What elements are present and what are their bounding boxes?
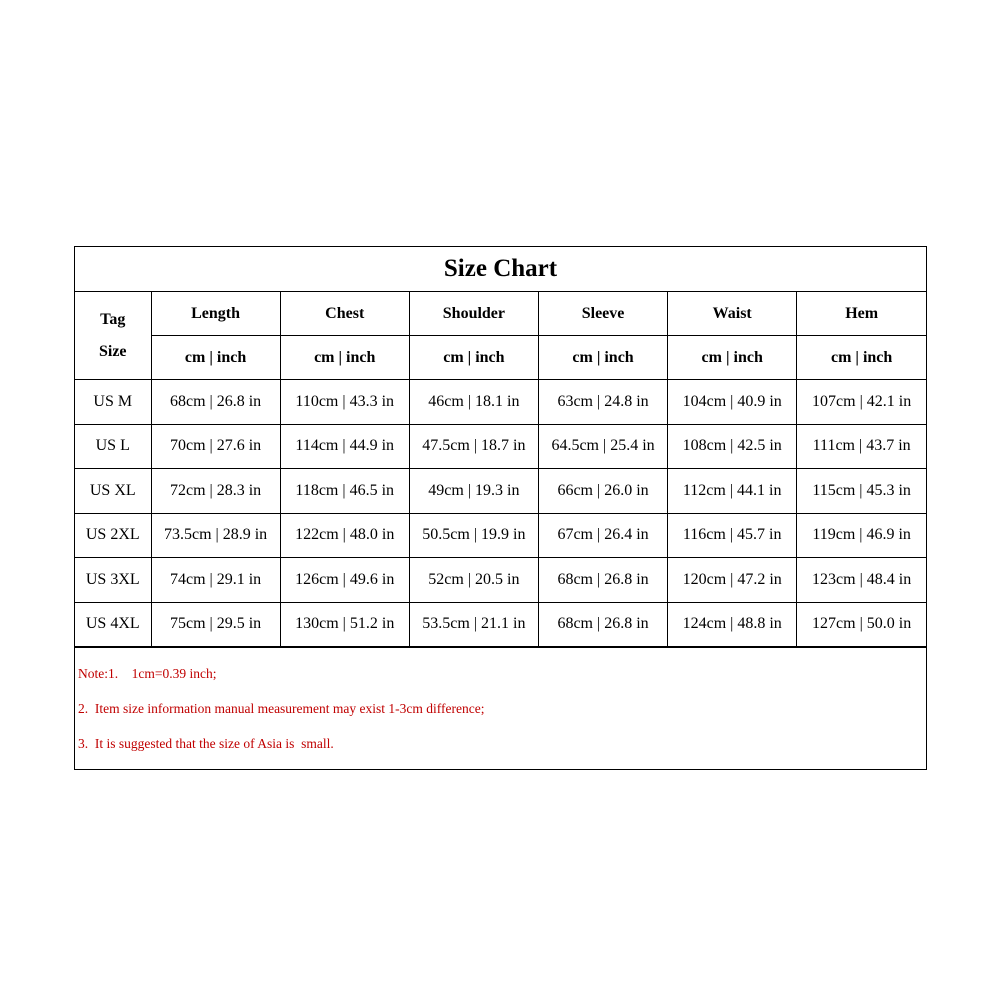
table-row	[75, 602, 926, 647]
table-cell: 107cm | 42.1 in	[797, 380, 926, 425]
column-header-hem: Hem	[797, 292, 926, 336]
column-header-sleeve: Sleeve	[538, 292, 667, 336]
table-cell: 112cm | 44.1 in	[668, 469, 797, 514]
tag-label: Tag	[100, 310, 126, 328]
column-header-chest: Chest	[280, 292, 409, 336]
table-cell: 68cm | 26.8 in	[151, 380, 280, 425]
table-cell: 68cm | 26.8 in	[538, 602, 667, 647]
chart-title: Size Chart	[75, 247, 926, 292]
table-cell: 53.5cm | 21.1 in	[409, 602, 538, 647]
table-cell: 50.5cm | 19.9 in	[409, 513, 538, 558]
table-cell: 116cm | 45.7 in	[668, 513, 797, 558]
note-1: Note:1. 1cm=0.39 inch;	[78, 666, 217, 681]
table-cell: 68cm | 26.8 in	[538, 558, 667, 603]
table-cell: 63cm | 24.8 in	[538, 380, 667, 425]
size-cell: US M	[75, 380, 151, 425]
unit-label: cm | inch	[409, 336, 538, 380]
table-cell: 66cm | 26.0 in	[538, 469, 667, 514]
size-cell: US L	[75, 424, 151, 469]
note-2: 2. Item size information manual measurement may exist 1-3cm difference;	[78, 701, 485, 716]
table-cell: 46cm | 18.1 in	[409, 380, 538, 425]
table-cell: 119cm | 46.9 in	[797, 513, 926, 558]
table-cell: 122cm | 48.0 in	[280, 513, 409, 558]
table-cell: 74cm | 29.1 in	[151, 558, 280, 603]
table-cell: 70cm | 27.6 in	[151, 424, 280, 469]
table-cell: 110cm | 43.3 in	[280, 380, 409, 425]
table-cell: 73.5cm | 28.9 in	[151, 513, 280, 558]
table-cell: 64.5cm | 25.4 in	[538, 424, 667, 469]
table-cell: 52cm | 20.5 in	[409, 558, 538, 603]
column-header-length: Length	[151, 292, 280, 336]
table-cell: 130cm | 51.2 in	[280, 602, 409, 647]
size-cell: US 4XL	[75, 602, 151, 647]
table-cell: 126cm | 49.6 in	[280, 558, 409, 603]
table-row	[75, 424, 926, 469]
table-cell: 120cm | 47.2 in	[668, 558, 797, 603]
table-cell: 72cm | 28.3 in	[151, 469, 280, 514]
table-cell: 47.5cm | 18.7 in	[409, 424, 538, 469]
table-row	[75, 513, 926, 558]
size-cell: US 3XL	[75, 558, 151, 603]
size-label: Size	[98, 342, 127, 360]
table-cell: 124cm | 48.8 in	[668, 602, 797, 647]
table-row	[75, 469, 926, 514]
column-header-shoulder: Shoulder	[409, 292, 538, 336]
table-cell: 104cm | 40.9 in	[668, 380, 797, 425]
notes-section	[75, 647, 926, 769]
table-cell: 67cm | 26.4 in	[538, 513, 667, 558]
size-table	[75, 247, 926, 647]
table-cell: 75cm | 29.5 in	[151, 602, 280, 647]
unit-label: cm | inch	[151, 336, 280, 380]
table-row	[75, 380, 926, 425]
table-cell: 123cm | 48.4 in	[797, 558, 926, 603]
table-cell: 118cm | 46.5 in	[280, 469, 409, 514]
table-cell: 127cm | 50.0 in	[797, 602, 926, 647]
table-cell: 111cm | 43.7 in	[797, 424, 926, 469]
size-cell: US XL	[75, 469, 151, 514]
column-header-waist: Waist	[668, 292, 797, 336]
unit-label: cm | inch	[538, 336, 667, 380]
table-row	[75, 558, 926, 603]
note-3: 3. It is suggested that the size of Asia is small.	[78, 736, 334, 751]
table-cell: 114cm | 44.9 in	[280, 424, 409, 469]
table-cell: 108cm | 42.5 in	[668, 424, 797, 469]
table-cell: 115cm | 45.3 in	[797, 469, 926, 514]
unit-label: cm | inch	[797, 336, 926, 380]
tag-size-header	[75, 292, 151, 380]
size-chart	[74, 246, 927, 770]
unit-label: cm | inch	[280, 336, 409, 380]
size-cell: US 2XL	[75, 513, 151, 558]
table-cell: 49cm | 19.3 in	[409, 469, 538, 514]
unit-label: cm | inch	[668, 336, 797, 380]
